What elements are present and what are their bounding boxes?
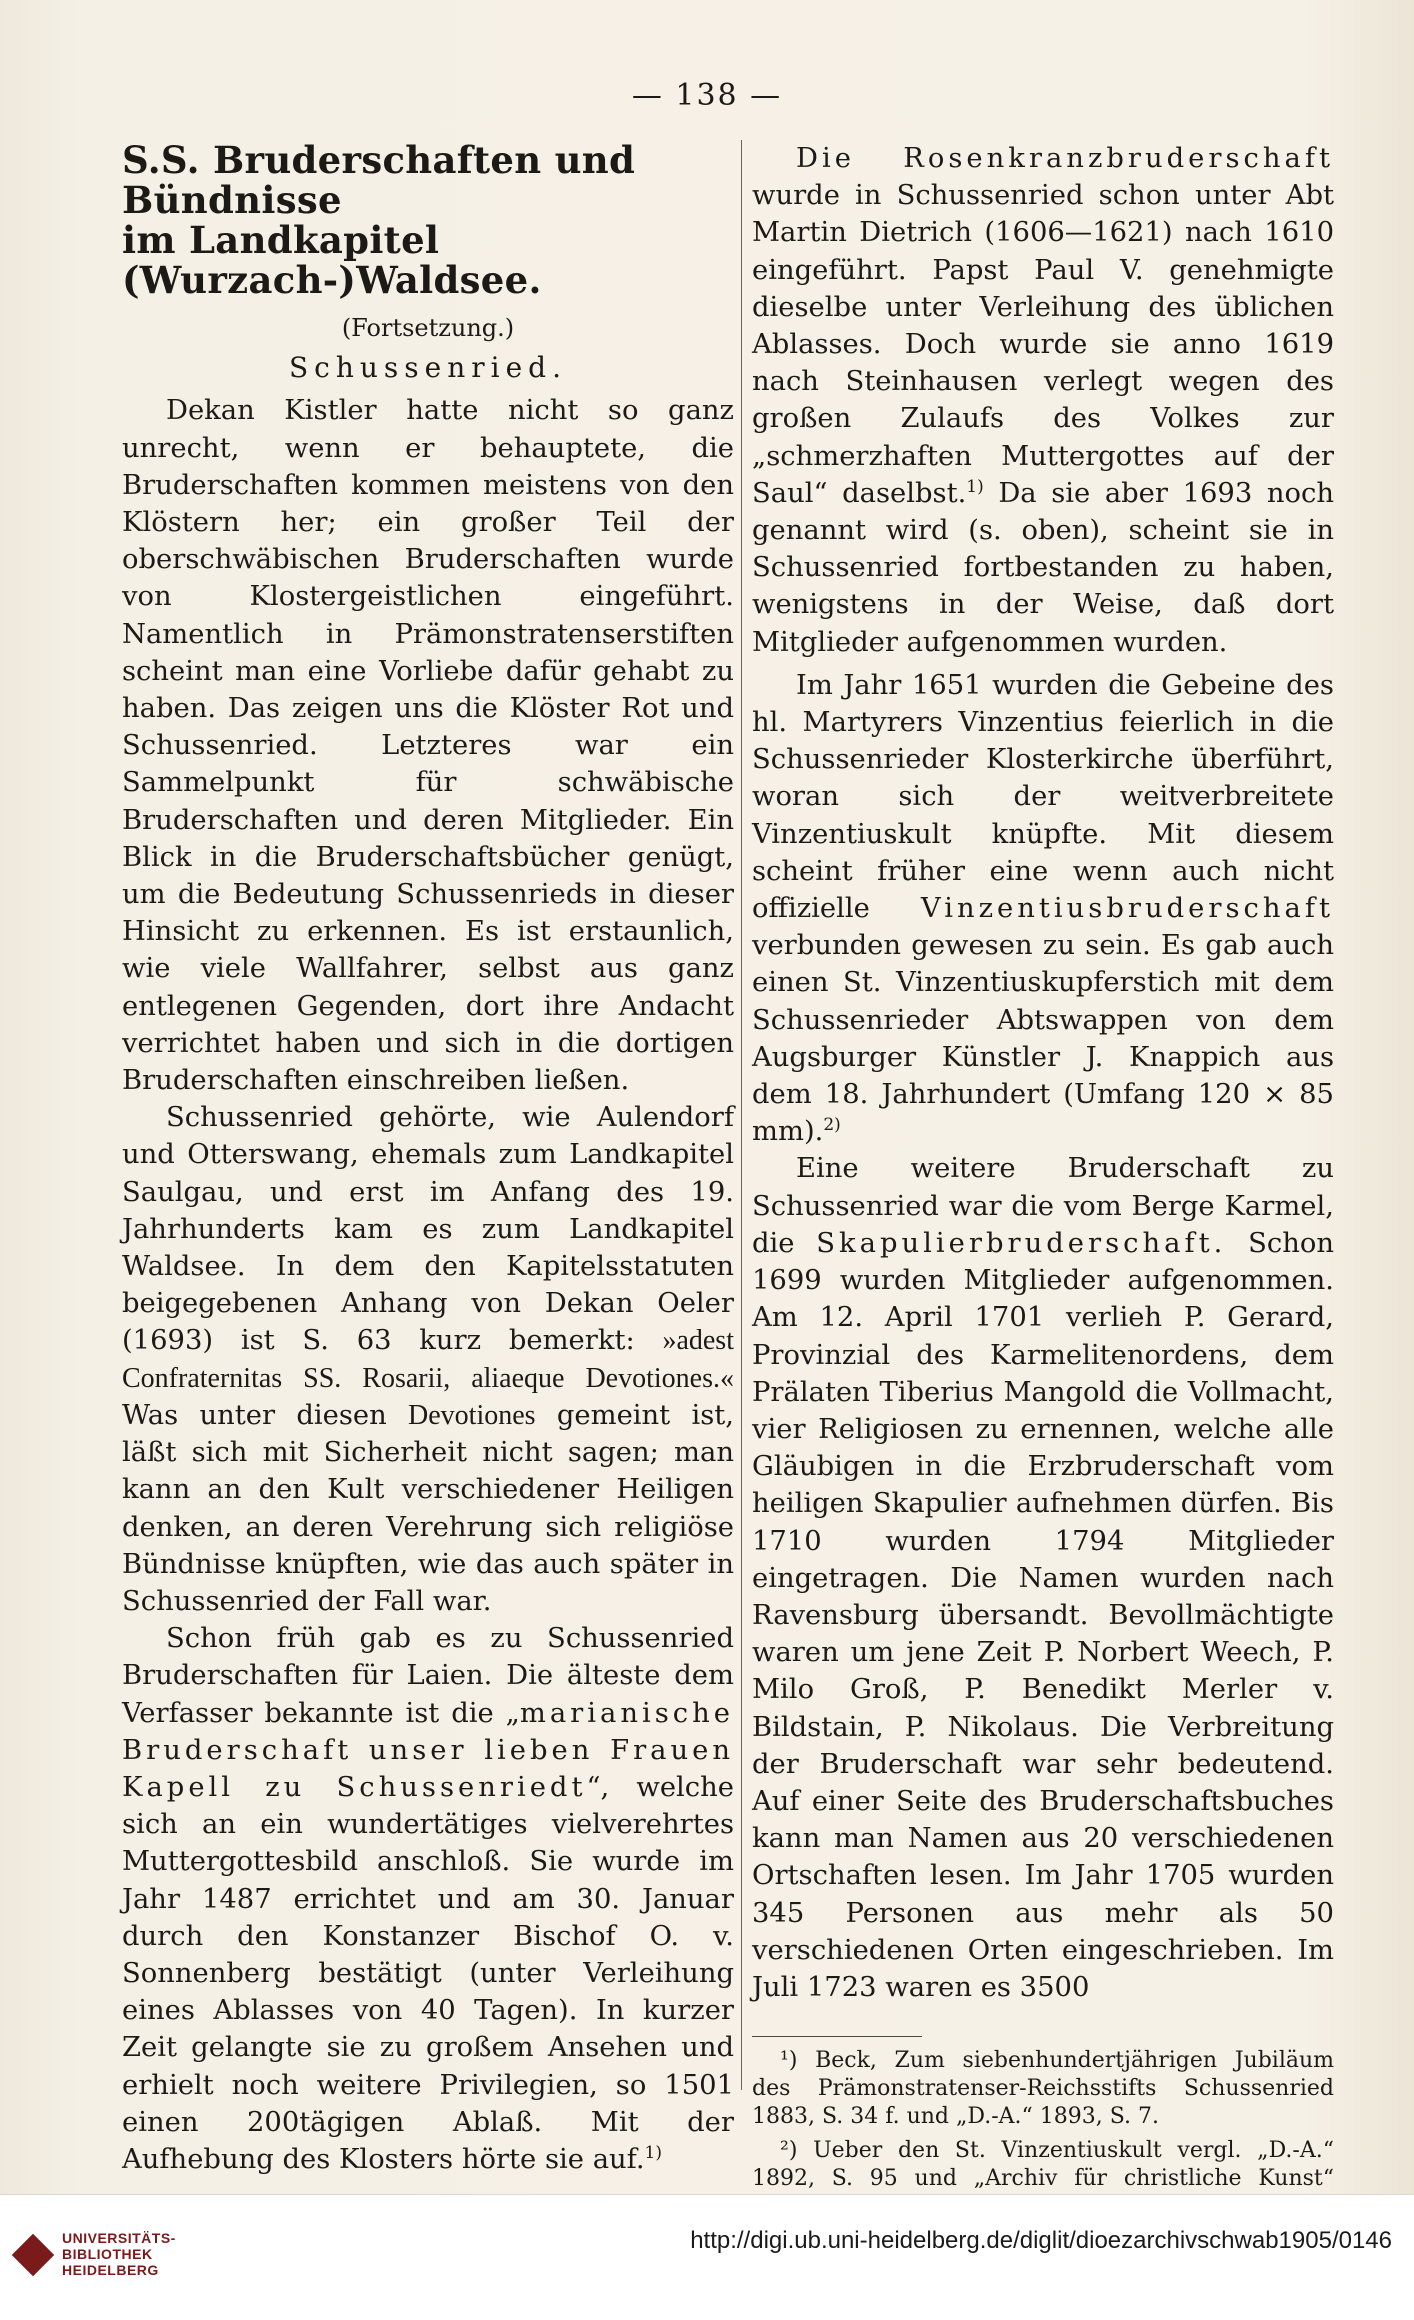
place-heading: Schussenried. bbox=[288, 351, 567, 385]
paragraph bbox=[752, 140, 1334, 661]
logo-line: BIBLIOTHEK bbox=[62, 2246, 153, 2262]
library-logo bbox=[14, 2230, 176, 2278]
section-title-line1: S.S. Bruderschaften und Bündnisse bbox=[122, 138, 636, 222]
paragraph bbox=[752, 667, 1334, 1151]
left-column bbox=[122, 140, 734, 2253]
continuation-note: (Fortsetzung.) bbox=[341, 314, 515, 342]
footnote-mark: 1) bbox=[966, 476, 984, 497]
footnote: ¹) Beck, Zum siebenhundertjährigen Jubiläum des Prämonstratenser-Reichsstifts Schussenried 1883, S. 34 f. und „D.-A.“ 1893, S. 7. bbox=[752, 2048, 1334, 2130]
logo-line: UNIVERSITÄTS- bbox=[62, 2230, 176, 2246]
spaced-term: Skapulierbruderschaft. bbox=[816, 1227, 1227, 1259]
footnote-mark: 2) bbox=[823, 1115, 841, 1136]
paragraph-text: Schussenried gehörte, wie Aulendorf und Otterswang, ehemals zum Landkapitel Saulgau, und erst im Anfang des 19. Jahrhunderts kam es zum Landkapitel Waldsee. In dem den Kapitelsstatuten beigegebenen Anhang von Dekan Oeler (1693) ist S. 63 kurz bemerkt: bbox=[122, 1102, 734, 1357]
paragraph-text: verbunden gewesen zu sein. Es gab auch einen St. Vinzentiuskupferstich mit dem Schussenrieder Abtswappen von dem Augsburger Künstler J. Knappich aus dem 18. Jahrhundert (Umfang 120 × 85 mm). bbox=[752, 930, 1334, 1148]
spaced-term: marianische Bruderschaft unser lieben Frauen Kapell zu Schussenriedt bbox=[122, 1697, 734, 1803]
section-title-line2: im Landkapitel (Wurzach-)Waldsee. bbox=[122, 218, 542, 302]
paragraph bbox=[122, 1099, 734, 1620]
paragraph bbox=[752, 1150, 1334, 2006]
paragraph-text: Eine weitere Bruderschaft zu Schussenried war die vom Berge Karmel, die bbox=[752, 1153, 1334, 1259]
paragraph-text: “, welche sich an ein wundertätiges vielverehrtes Muttergottesbild anschloß. Sie wurde im Jahr 1487 errichtet und am 30. Januar durch den Konstanzer Bischof O. v. Sonnenberg bestätigt (unter Verleihung eines Ablasses von 40 Tagen). In kurzer Zeit gelangte sie zu großem Ansehen und erhielt noch weitere Privilegien, so 1501 einen 200tägigen Ablaß. Mit der Aufhebung des Klosters hörte sie auf. bbox=[122, 1771, 734, 2175]
paragraph-text: Da sie aber 1693 noch genannt wird (s. oben), scheint sie in Schussenried fortbestanden zu haben, wenigstens in der Weise, daß dort Mitglieder aufgenommen wurden. bbox=[752, 477, 1334, 658]
paragraph: Dekan Kistler hatte nicht so ganz unrecht, wenn er behauptete, die Bruderschaften kommen meistens von den Klöstern her; ein großer Teil der oberschwäbischen Bruderschaften wurde von Klostergeistlichen eingeführt. Namentlich in Prämonstratenserstiften scheint man eine Vorliebe dafür gehabt zu haben. Das zeigen uns die Klöster Rot und Schussenried. Letzteres war ein Sammelpunkt für schwäbische Bruderschaften und deren Mitglieder. Ein Blick in die Bruderschaftsbücher genügt, um die Bedeutung Schussenrieds in dieser Hinsicht zu erkennen. Es ist erstaunlich, wie viele Wallfahrer, selbst aus ganz entlegenen Gegenden, dort ihre Andacht verrichtet haben und sich in die dortigen Bruderschaften einschreiben ließen. bbox=[122, 395, 734, 1097]
paragraph-text: wurde in Schussenried schon unter Abt Martin Dietrich (1606—1621) nach 1610 eingeführt. Papst Paul V. genehmigte dieselbe unter Verleihung des üblichen Ablasses. Doch wurde sie anno 1619 nach Steinhausen verlegt wegen des großen Zulaufs des Volkes zur „schmerzhaften Muttergottes auf der Saul“ daselbst. bbox=[752, 180, 1334, 509]
section-title bbox=[122, 140, 734, 300]
footnote-divider bbox=[752, 2036, 922, 2037]
paragraph-text: Im Jahr 1651 wurden die Gebeine des hl. Martyrers Vinzentius feierlich in die Schussenrieder Klosterkirche überführt, woran sich der weitverbreitete Vinzentiuskult knüpfte. Mit diesem scheint früher eine wenn auch nicht offizielle bbox=[752, 669, 1334, 925]
footnote-mark: 1) bbox=[644, 2142, 662, 2163]
paragraph-text: Schon früh gab es zu Schussenried Bruderschaften für Laien. Die älteste dem Verfasser bekannte ist die „ bbox=[122, 1623, 734, 1729]
source-url[interactable]: http://digi.ub.uni-heidelberg.de/diglit/dioezarchivschwab1905/0146 bbox=[690, 2227, 1392, 2254]
column-divider bbox=[741, 140, 742, 2090]
spaced-term: Vinzentiusbruderschaft bbox=[920, 893, 1334, 925]
footnote: ²) Ueber den St. Vinzentiuskult vergl. „D.-A.“ 1892, S. 95 und „Archiv für christliche Kunst“ bbox=[752, 2138, 1334, 2192]
footer-bar bbox=[0, 2194, 1414, 2320]
paragraph-text: gemeint ist, läßt sich mit Sicherheit nicht sagen; man kann an den Kult verschiedener Heiligen denken, an deren Verehrung sich religiöse Bündnisse knüpften, wie das auch später in Schussenried der Fall war. bbox=[122, 1399, 735, 1617]
library-logo-text bbox=[62, 2230, 176, 2278]
paragraph-text: Was unter diesen bbox=[122, 1399, 387, 1431]
latin-term: Devotiones bbox=[408, 1399, 536, 1431]
page-number: — 138 — bbox=[631, 78, 783, 113]
right-column bbox=[752, 140, 1334, 2227]
library-logo-icon bbox=[14, 2234, 54, 2274]
spaced-term: Die Rosenkranzbruderschaft bbox=[796, 143, 1334, 174]
logo-line: HEIDELBERG bbox=[62, 2262, 159, 2278]
latin-quote: »adest Confraternitas SS. Rosarii, aliaeque Devotiones.« bbox=[122, 1325, 734, 1394]
paragraph bbox=[122, 1620, 734, 2178]
paragraph-text: Schon 1699 wurden Mitglieder aufgenommen. Am 12. April 1701 verlieh P. Gerard, Provinzial des Karmelitenordens, dem Prälaten Tiberius Mangold die Vollmacht, vier Religiosen zu ernennen, welche alle Gläubigen in die Erzbruderschaft vom heiligen Skapulier aufnehmen dürfen. Bis 1710 wurden 1794 Mitglieder eingetragen. Die Namen wurden nach Ravensburg übersandt. Bevollmächtigte waren um jene Zeit P. Norbert Weech, P. Milo Groß, P. Benedikt Merler v. Bildstain, P. Nikolaus. Die Verbreitung der Bruderschaft war sehr bedeutend. Auf einer Seite des Bruderschaftsbuches kann man Namen aus 20 verschiedenen Ortschaften lesen. Im Jahr 1705 wurden 345 Personen aus mehr als 50 verschiedenen Orten eingeschrieben. Im Juli 1723 waren es 3500 bbox=[752, 1227, 1334, 2003]
